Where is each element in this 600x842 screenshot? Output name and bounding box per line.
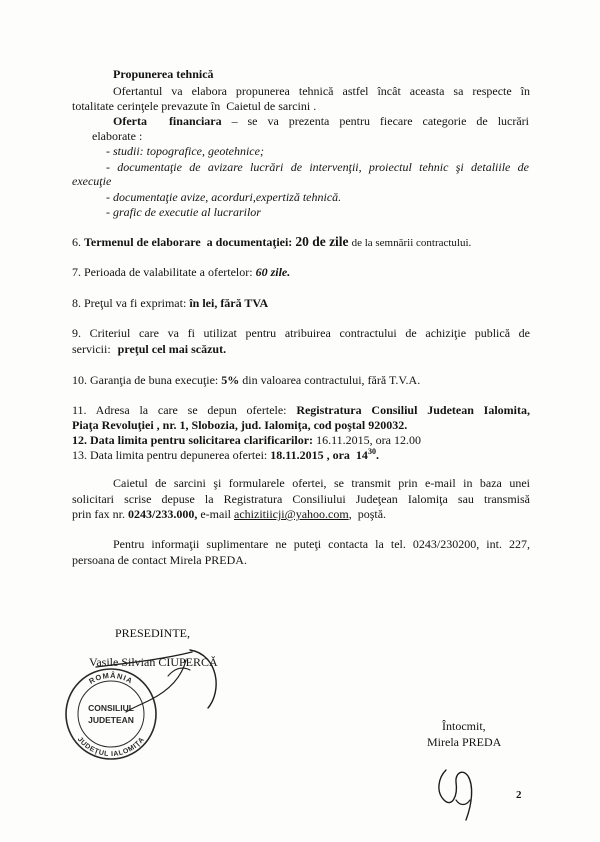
prepared-by-name: Mirela PREDA — [427, 735, 502, 749]
financial-offer-label-2: financiara — [168, 114, 222, 128]
item-10-value: 5% — [221, 373, 240, 387]
item-13-label: 13. Data limita pentru depunerea ofertei: — [72, 448, 268, 462]
item-7-validity — [72, 265, 290, 280]
item-12-label: 12. Data limita pentru solicitarea clarificarilor: — [72, 433, 314, 447]
item-9-criterion-line-2 — [72, 342, 226, 357]
preparer-signature-stroke — [439, 770, 472, 820]
item-13-value-superscript: 30 — [367, 447, 376, 456]
item-13-submission-deadline — [72, 448, 379, 463]
item-8-value: în lei, fără TVA — [189, 296, 269, 310]
stamp-middle-text-2: JUDETEAN — [88, 715, 134, 725]
item-6-value: 20 de zile — [295, 234, 349, 249]
item-6-deadline — [72, 234, 471, 249]
item-10-suffix: din valoarea contractului, fără T.V.A. — [242, 373, 421, 387]
item-13-value: 18.11.2015 , ora 14 — [270, 448, 368, 462]
item-6-label: Termenul de elaborare a documentaţiei: — [84, 235, 293, 249]
delivery-fax-number: 0243/233.000, — [128, 507, 198, 521]
item-10-text: 10. Garanţia de buna execuţie: — [72, 373, 219, 387]
item-7-text: 7. Perioada de valabilitate a ofertelor: — [72, 265, 253, 279]
stamp-bottom-text-path: JUDEŢUL IALOMIŢA — [75, 736, 147, 759]
delivery-email-address: achizitiicji@yahoo.com — [234, 507, 349, 521]
item-6-suffix: de la semnării contractului. — [351, 237, 472, 249]
item-8-price — [72, 296, 268, 311]
official-stamp — [61, 664, 161, 764]
delivery-line-suffix: , poştă. — [348, 507, 387, 521]
stamp-inner-ring — [78, 681, 144, 747]
financial-list-item: - documentaţie de avizare lucrări de intervenţii, proiectul tehnic şi detaliile de — [106, 160, 529, 174]
technical-paragraph-line-1: Ofertantul va elabora propunerea tehnică astfel încât aceasta sa respecte în — [113, 84, 530, 98]
technical-paragraph-line-2: totalitate cerinţele prevazute în Caietul de sarcini . — [72, 99, 317, 113]
item-9-text: servicii: — [72, 342, 111, 356]
item-11-address-line-1 — [72, 403, 530, 418]
financial-offer-text: – se va prezenta pentru fiecare categorie de lucrări — [231, 114, 530, 128]
financial-list-item: - grafic de executie al lucrarilor — [106, 205, 261, 219]
financial-offer-text-continued: elaborate : — [92, 129, 143, 143]
delivery-email-label: e-mail — [200, 507, 231, 521]
preparer-signature-stroke — [456, 800, 470, 805]
financial-offer-line — [113, 114, 529, 129]
section-title: Propunerea tehnică — [113, 67, 214, 81]
contact-paragraph-line-1: Pentru informaţii suplimentare ne puteţi contacta la tel. 0243/230200, int. 227, — [113, 537, 530, 551]
contact-paragraph-line-2: persoana de contact Mirela PREDA. — [72, 553, 247, 567]
item-6-number: 6. — [72, 235, 81, 249]
delivery-paragraph-line-1: Caietul de sarcini şi formularele ofertei, se transmit prin e-mail in baza unei — [113, 476, 530, 490]
page-number: 2 — [516, 789, 522, 801]
delivery-paragraph-line-3 — [72, 507, 386, 522]
prepared-by-label: Întocmit, — [442, 719, 486, 733]
item-9-value: preţul cel mai scăzut. — [117, 342, 227, 356]
president-title: PRESEDINTE, — [115, 626, 190, 640]
delivery-paragraph-line-2: solicitari scrise depuse la Registratura Consiliului Judeţean Ialomiţa sau transmisă — [72, 492, 530, 506]
item-7-value: 60 zile. — [255, 265, 291, 279]
financial-list-item: - documentaţie avize, acorduri,expertiză tehnică. — [106, 190, 342, 204]
president-name: Vasile Silvian CIUPERCĂ — [89, 655, 218, 669]
item-12-clarification-deadline — [72, 433, 421, 448]
item-11-address-line-2: Piaţa Revoluţiei , nr. 1, Slobozia, jud. Ialomiţa, cod poştal 920032. — [72, 418, 408, 432]
financial-list-item-continued: execuţie — [72, 174, 112, 188]
item-8-text: 8. Preţul va fi exprimat: — [72, 296, 187, 310]
item-11-address: Registratura Consiliul Judetean Ialomita, — [296, 403, 530, 417]
item-13-suffix: . — [375, 448, 379, 462]
delivery-fax-prefix: prin fax nr. — [72, 507, 125, 521]
item-11-text: 11. Adresa la care se depun ofertele: — [72, 403, 287, 417]
financial-list-item: - studii: topografice, geotehnice; — [106, 144, 264, 158]
stamp-top-text-path: ROMÂNIA — [87, 670, 135, 686]
preparer-signature — [439, 770, 472, 820]
stamp-middle-text-1: CONSILIUL — [88, 703, 134, 713]
stamp-outer-ring — [66, 669, 156, 759]
item-9-criterion-line-1: 9. Criteriul care va fi utilizat pentru atribuirea contractului de achiziţie publică de — [72, 326, 530, 340]
item-12-value: 16.11.2015, ora 12.00 — [316, 433, 421, 447]
item-10-guarantee — [72, 373, 420, 388]
financial-offer-label-1: Oferta — [113, 114, 147, 128]
stamp-top-text — [87, 671, 134, 686]
